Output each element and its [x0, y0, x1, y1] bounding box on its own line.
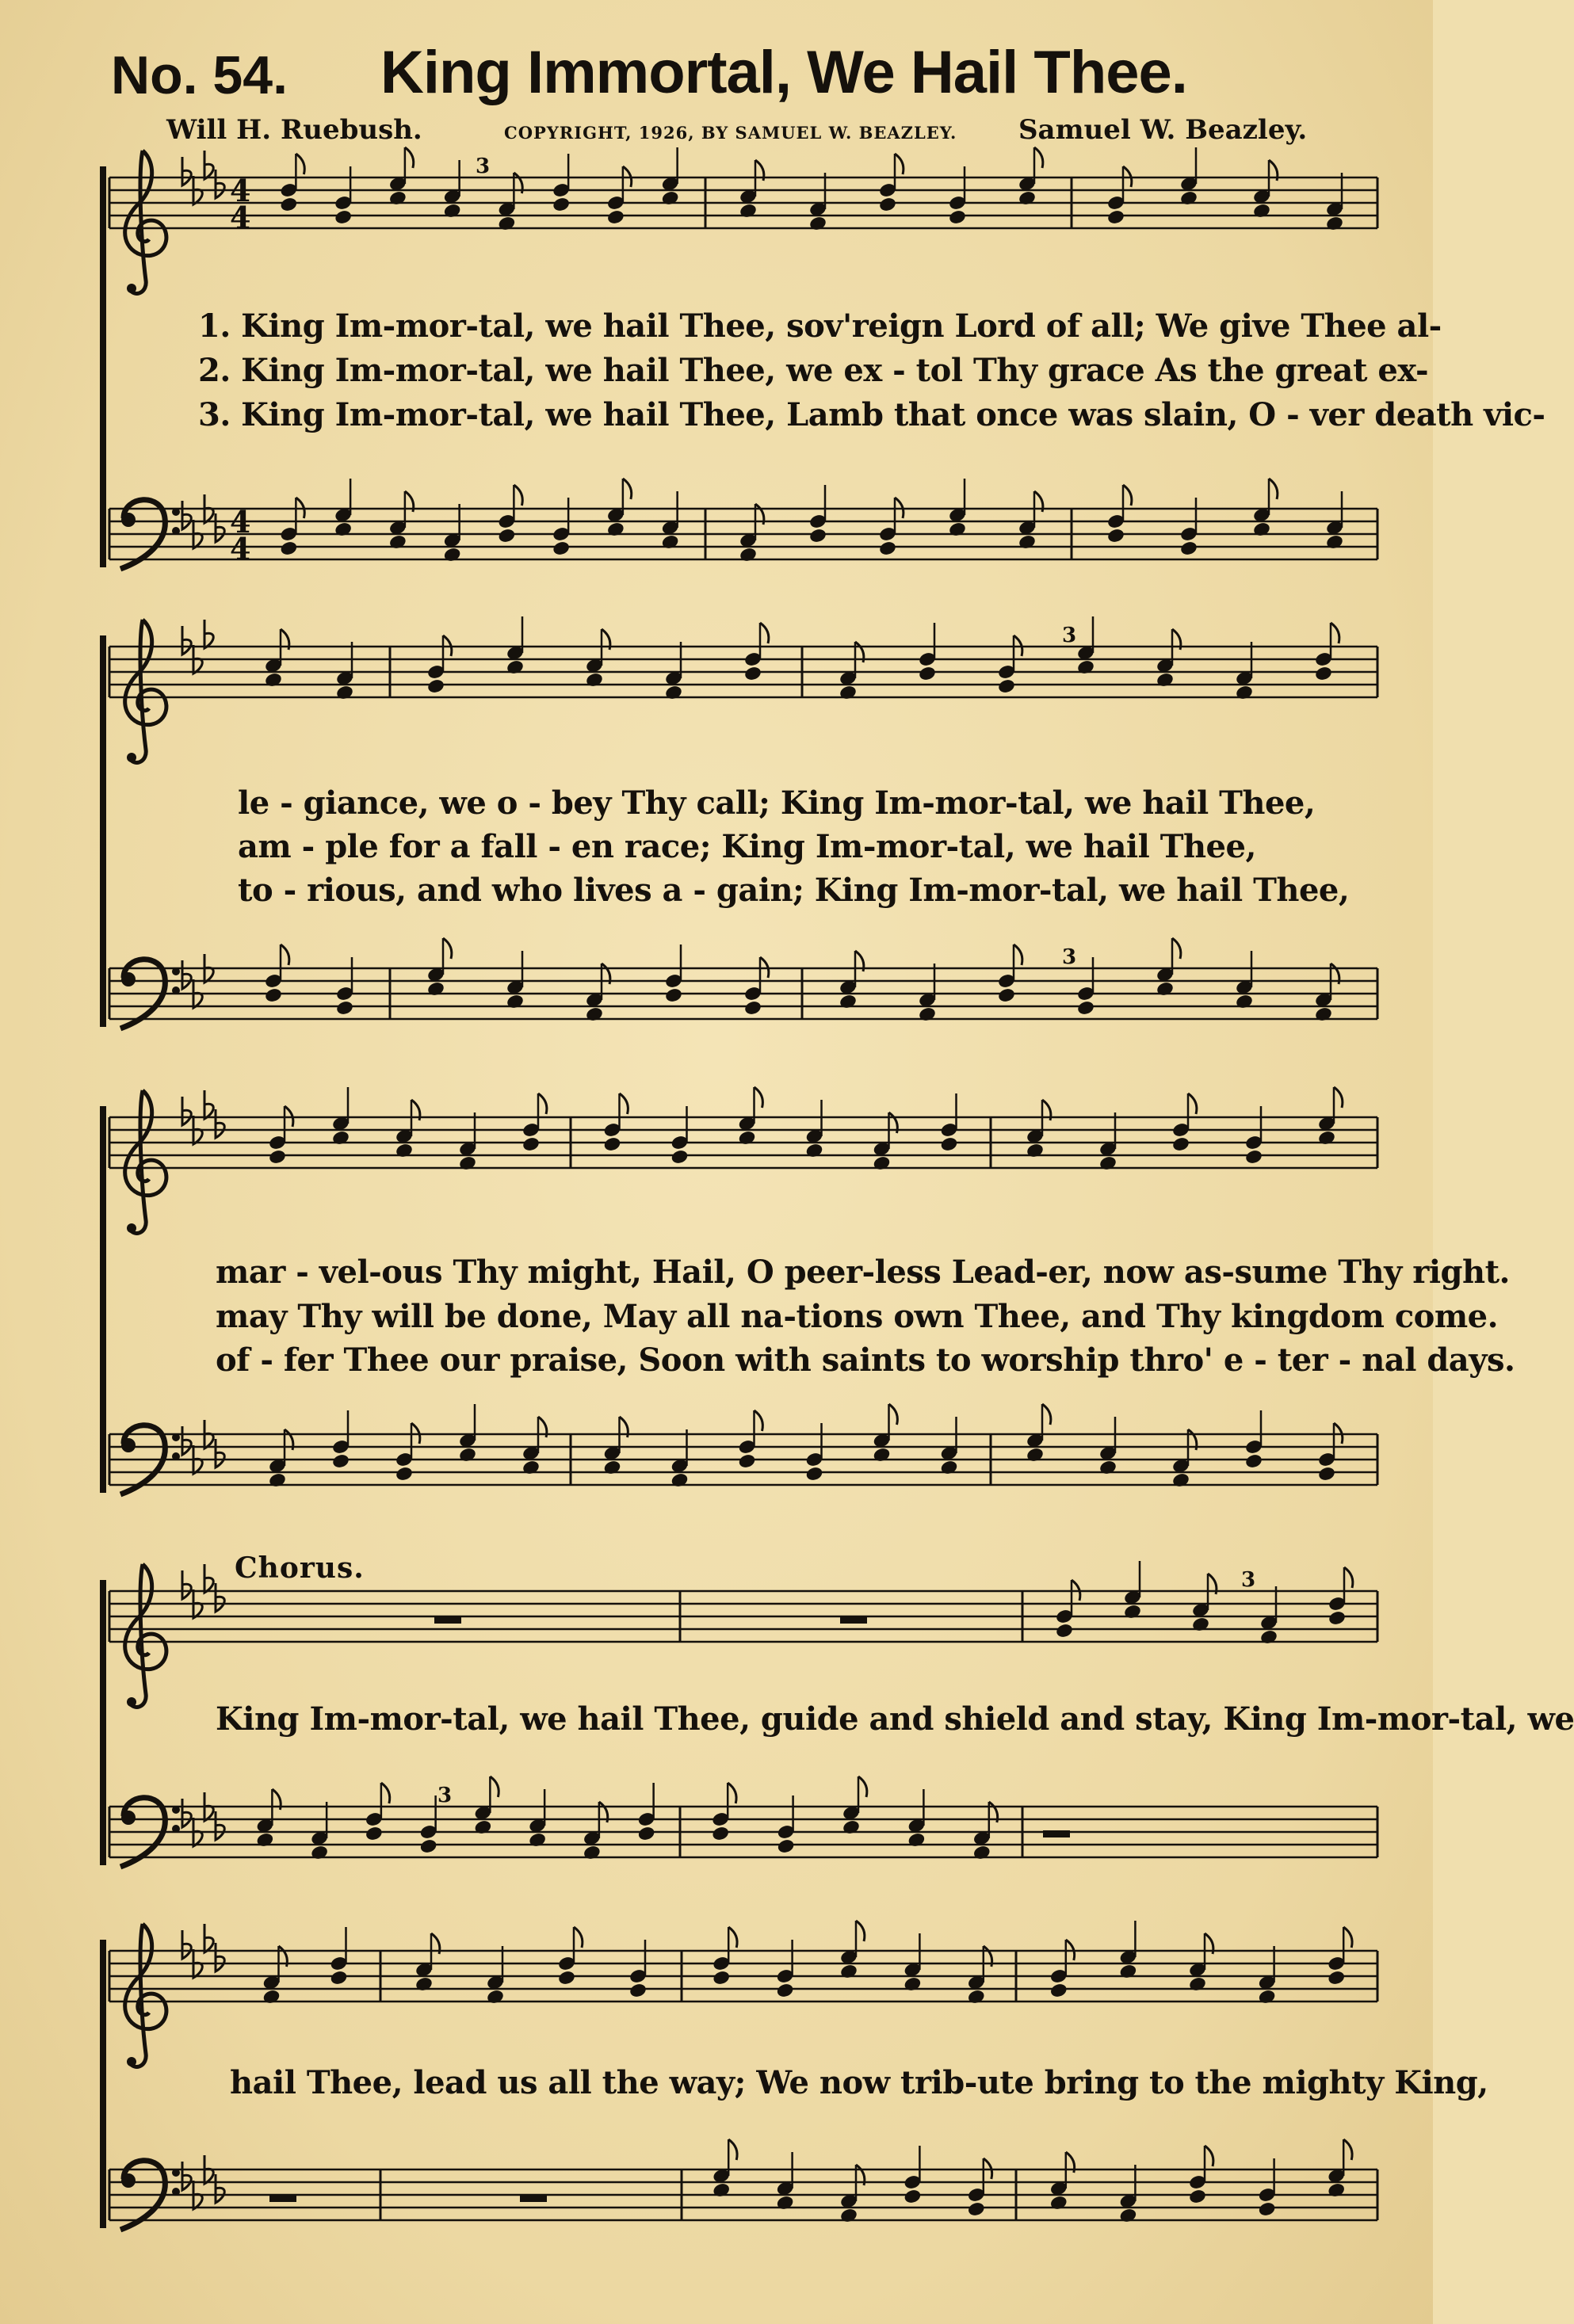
note-head — [712, 1970, 731, 1986]
note-head — [1171, 1136, 1190, 1153]
note-head — [997, 678, 1016, 695]
note-head — [1252, 203, 1271, 219]
note-flag — [281, 944, 289, 965]
note-head — [528, 1832, 547, 1849]
copyright-notice: COPYRIGHT, 1926, BY SAMUEL W. BEAZLEY. — [504, 123, 957, 143]
note-head — [1049, 1982, 1068, 1999]
triplet-mark: 3 — [1241, 1568, 1256, 1592]
note-head — [426, 981, 445, 998]
note-head — [395, 1143, 414, 1159]
treble-clef-icon — [125, 1924, 166, 2066]
note-head — [1106, 209, 1125, 226]
note-head — [670, 1472, 690, 1489]
note-head — [506, 659, 525, 676]
note-heads — [255, 147, 1352, 2223]
flat-sign-icon — [193, 520, 202, 548]
note-head — [335, 1000, 354, 1017]
verse-1-line-2: le - giance, we o - bey Thy call; King Im-mor-tal, we hail Thee, — [238, 784, 1316, 822]
note-head — [1314, 666, 1333, 682]
note-head — [839, 994, 858, 1010]
note-flag — [1343, 1927, 1352, 1948]
note-head — [670, 1149, 690, 1166]
note-head — [335, 685, 354, 701]
verse-2-line-1: 2. King Im-mor-tal, we hail Thee, we ex - tol Thy grace As the great ex- — [198, 352, 1429, 389]
note-head — [395, 1466, 414, 1483]
note-head — [473, 1819, 492, 1836]
note-head — [1018, 534, 1037, 551]
note-flag — [1172, 938, 1181, 959]
note-head — [268, 1472, 287, 1489]
note-head — [268, 1149, 287, 1166]
note-flag — [443, 938, 452, 959]
flat-sign-icon — [204, 954, 213, 983]
note-head — [967, 1989, 986, 2005]
note-head — [1259, 1629, 1278, 1646]
triplet-mark: 3 — [476, 155, 491, 178]
note-head — [1327, 2182, 1346, 2199]
note-head — [506, 994, 525, 1010]
note-head — [279, 197, 298, 213]
note-head — [805, 1143, 824, 1159]
flat-sign-icon — [193, 645, 202, 674]
note-head — [903, 1976, 922, 1993]
whole-rest — [269, 2195, 296, 2202]
flat-sign-icon — [193, 979, 202, 1008]
note-head — [1317, 1466, 1336, 1483]
note-head — [458, 1155, 477, 1172]
note-head — [805, 1466, 824, 1483]
note-head — [743, 1000, 762, 1017]
flat-sign-icon — [193, 1949, 202, 1978]
flat-sign-icon — [182, 960, 191, 989]
note-flag — [1269, 479, 1278, 499]
note-head — [1118, 1963, 1137, 1980]
flat-sign-icon — [182, 1426, 191, 1455]
note-head — [637, 1826, 656, 1842]
note-head — [1258, 2201, 1277, 2218]
time-signature-top: 4 — [230, 504, 251, 540]
note-head — [1325, 216, 1344, 232]
note-head — [907, 1832, 926, 1849]
verse-3-line-1: 3. King Im-mor-tal, we hail Thee, Lamb that once was slain, O - ver death vic- — [198, 396, 1545, 433]
note-head — [1106, 528, 1125, 544]
note-head — [873, 1447, 892, 1463]
note-flag — [490, 1776, 499, 1797]
note-head — [967, 2201, 986, 2218]
note-head — [262, 1989, 281, 2005]
note-head — [997, 987, 1016, 1004]
verse-1-line-1: 1. King Im-mor-tal, we hail Thee, sov'reign Lord of all; We give Thee al- — [198, 307, 1442, 345]
note-head — [585, 1006, 604, 1023]
flat-sign-icon — [193, 1589, 202, 1618]
note-flag — [1014, 944, 1022, 965]
note-head — [1026, 1447, 1045, 1463]
note-head — [972, 1845, 991, 1861]
note-head — [1076, 659, 1095, 676]
note-flag — [296, 154, 304, 174]
flat-sign-icon — [216, 2174, 224, 2203]
triplet-mark: 3 — [437, 1784, 453, 1807]
note-head — [552, 197, 571, 213]
flat-sign-icon — [182, 626, 191, 654]
note-head — [279, 540, 298, 557]
note-head — [1076, 1000, 1095, 1017]
note-flag — [1034, 147, 1043, 168]
triplet-mark: 3 — [1062, 624, 1077, 647]
note-head — [664, 685, 683, 701]
note-head — [661, 534, 680, 551]
flat-sign-icon — [216, 1811, 224, 1840]
note-head — [1179, 190, 1198, 207]
flat-sign-icon — [193, 1818, 202, 1846]
note-flag — [755, 1410, 763, 1431]
note-head — [712, 2182, 731, 2199]
chorus-line-2: hail Thee, lead us all the way; We now trib-ute bring to the mighty King, — [230, 2064, 1488, 2101]
whole-rest — [1043, 1830, 1070, 1837]
flat-sign-icon — [216, 513, 224, 542]
note-head — [839, 2208, 858, 2224]
verse-3-line-2: to - rious, and who lives a - gain; King Im-mor-tal, we hail Thee, — [238, 872, 1350, 909]
note-head — [497, 528, 516, 544]
verse-1-line-3: mar - vel-ous Thy might, Hail, O peer-less Lead-er, now as-sume Thy right. — [216, 1254, 1510, 1291]
flat-sign-icon — [204, 494, 213, 523]
note-head — [443, 547, 462, 563]
note-head — [1314, 1006, 1333, 1023]
note-head — [1026, 1143, 1045, 1159]
note-head — [1327, 1970, 1346, 1986]
note-flag — [381, 1783, 390, 1803]
note-head — [264, 987, 283, 1004]
note-head — [1328, 1610, 1347, 1627]
flat-sign-icon — [193, 1445, 202, 1474]
note-head — [331, 1130, 350, 1147]
note-head — [334, 521, 353, 538]
flat-sign-icon — [204, 620, 213, 648]
note-flag — [1042, 1404, 1051, 1425]
note-flag — [620, 1093, 628, 1114]
note-head — [365, 1826, 384, 1842]
note-flag — [728, 2139, 737, 2160]
flat-sign-icon — [216, 170, 224, 198]
note-head — [1018, 190, 1037, 207]
note-head — [738, 1453, 757, 1470]
flat-sign-icon — [216, 1943, 224, 1971]
note-head — [940, 1460, 959, 1476]
triplet-mark: 3 — [1062, 945, 1077, 969]
flat-sign-icon — [216, 1439, 224, 1467]
treble-clef-icon — [125, 151, 166, 293]
note-head — [458, 1447, 477, 1463]
flat-sign-icon — [204, 1792, 213, 1821]
note-flag — [760, 623, 769, 643]
hymn-title: King Immortal, We Hail Thee. — [380, 39, 1187, 106]
flat-sign-icon — [204, 1924, 213, 1952]
note-head — [443, 203, 462, 219]
note-head — [1188, 1976, 1207, 1993]
note-head — [1317, 1130, 1336, 1147]
note-flag — [623, 479, 632, 499]
note-head — [948, 209, 967, 226]
verse-3-line-3: of - fer Thee our praise, Soon with saints to worship thro' e - ter - nal days. — [216, 1341, 1515, 1379]
note-head — [948, 521, 967, 538]
note-head — [1191, 1616, 1210, 1633]
clefs — [120, 151, 250, 2230]
time-signature-top: 4 — [230, 173, 251, 208]
note-head — [330, 1970, 349, 1986]
note-flag — [1344, 1567, 1353, 1588]
note-flag — [858, 1776, 867, 1797]
note-head — [1244, 1149, 1263, 1166]
flat-sign-icon — [216, 1583, 224, 1612]
note-flag — [514, 485, 522, 506]
note-head — [878, 197, 897, 213]
note-head — [842, 1819, 861, 1836]
note-head — [739, 547, 758, 563]
note-head — [1049, 2195, 1068, 2211]
note-head — [940, 1136, 959, 1153]
note-flag — [856, 1921, 865, 1941]
note-head — [1156, 672, 1175, 689]
staff-lines — [103, 166, 1377, 2228]
note-head — [331, 1453, 350, 1470]
flat-sign-icon — [204, 1090, 213, 1119]
flat-sign-icon — [193, 176, 202, 204]
note-head — [1055, 1623, 1074, 1639]
chorus-line-1: King Im-mor-tal, we hail Thee, guide and shield and stay, King Im-mor-tal, we — [216, 1700, 1574, 1738]
flat-sign-icon — [182, 501, 191, 529]
note-head — [777, 1838, 796, 1855]
note-head — [426, 678, 445, 695]
note-head — [388, 534, 407, 551]
note-head — [255, 1832, 274, 1849]
note-head — [664, 987, 683, 1004]
note-head — [1252, 521, 1271, 538]
note-head — [1171, 1472, 1190, 1489]
note-head — [711, 1826, 730, 1842]
flat-sign-icon — [182, 1570, 191, 1599]
flat-sign-icon — [204, 2155, 213, 2184]
note-head — [839, 685, 858, 701]
note-head — [918, 1006, 937, 1023]
treble-clef-icon — [125, 1090, 166, 1233]
verse-2-line-2: am - ple for a fall - en race; King Im-mor-tal, we hail Thee, — [238, 828, 1256, 865]
note-head — [334, 209, 353, 226]
flat-sign-icon — [182, 1097, 191, 1125]
flat-sign-icon — [193, 2181, 202, 2209]
note-flag — [755, 1087, 763, 1108]
whole-rest — [520, 2195, 547, 2202]
flat-sign-icon — [204, 1420, 213, 1448]
note-head — [776, 2195, 795, 2211]
note-head — [585, 672, 604, 689]
note-head — [873, 1155, 892, 1172]
note-head — [839, 1963, 858, 1980]
flat-sign-icon — [204, 151, 213, 179]
note-head — [415, 1976, 434, 1993]
note-head — [661, 190, 680, 207]
note-head — [776, 1982, 795, 1999]
flat-sign-icon — [216, 1109, 224, 1138]
note-head — [808, 216, 827, 232]
note-flag — [728, 1783, 736, 1803]
chorus-label: Chorus. — [235, 1551, 365, 1585]
flat-sign-icon — [182, 1930, 191, 1959]
note-flag — [405, 147, 414, 168]
note-head — [1098, 1460, 1117, 1476]
flat-sign-icon — [182, 157, 191, 185]
treble-clef-icon — [125, 620, 166, 762]
note-head — [264, 672, 283, 689]
note-flag — [574, 1927, 583, 1948]
note-head — [1123, 1604, 1142, 1620]
note-head — [903, 2189, 922, 2205]
note-flag — [1205, 2146, 1213, 2166]
note-head — [419, 1838, 438, 1855]
verse-2-line-3: may Thy will be done, May all na-tions own Thee, and Thy kingdom come. — [216, 1298, 1499, 1335]
note-flag — [1334, 1087, 1343, 1108]
time-signature-bottom: 4 — [230, 200, 251, 235]
note-head — [1325, 534, 1344, 551]
time-signature-bottom: 4 — [230, 531, 251, 567]
note-head — [1235, 994, 1254, 1010]
note-head — [606, 209, 625, 226]
whole-rest — [840, 1616, 867, 1624]
note-head — [388, 190, 407, 207]
lyricist-credit: Will H. Ruebush. — [166, 114, 422, 146]
composer-credit: Samuel W. Beazley. — [1018, 114, 1308, 146]
note-head — [1118, 2208, 1137, 2224]
note-head — [603, 1136, 622, 1153]
note-flag — [1331, 623, 1339, 643]
note-flag — [1188, 1093, 1197, 1114]
note-head — [557, 1970, 576, 1986]
flat-sign-icon — [204, 1564, 213, 1593]
note-head — [1235, 685, 1254, 701]
flat-sign-icon — [193, 1116, 202, 1144]
note-head — [628, 1982, 648, 1999]
note-head — [1188, 2189, 1207, 2205]
note-head — [497, 216, 516, 232]
flat-sign-icon — [182, 2162, 191, 2190]
note-head — [1258, 1989, 1277, 2005]
note-flag — [1123, 485, 1132, 506]
note-head — [603, 1460, 622, 1476]
note-head — [552, 540, 571, 557]
note-head — [521, 1136, 541, 1153]
note-head — [739, 203, 758, 219]
note-head — [738, 1130, 757, 1147]
flat-sign-icon — [182, 1799, 191, 1827]
note-flag — [1343, 2139, 1352, 2160]
note-head — [1179, 540, 1198, 557]
note-head — [878, 540, 897, 557]
note-flag — [538, 1093, 547, 1114]
whole-rest — [434, 1616, 461, 1624]
note-flag — [895, 154, 904, 174]
note-head — [310, 1845, 329, 1861]
note-head — [606, 521, 625, 538]
note-head — [1156, 981, 1175, 998]
note-head — [1244, 1453, 1263, 1470]
note-head — [1098, 1155, 1117, 1172]
note-flag — [889, 1404, 898, 1425]
treble-clef-icon — [125, 1564, 166, 1707]
note-head — [918, 666, 937, 682]
note-head — [486, 1989, 505, 2005]
note-head — [583, 1845, 602, 1861]
note-head — [743, 666, 762, 682]
note-head — [521, 1460, 541, 1476]
hymn-number: No. 54. — [111, 45, 288, 105]
note-flag — [728, 1927, 737, 1948]
note-head — [808, 528, 827, 544]
